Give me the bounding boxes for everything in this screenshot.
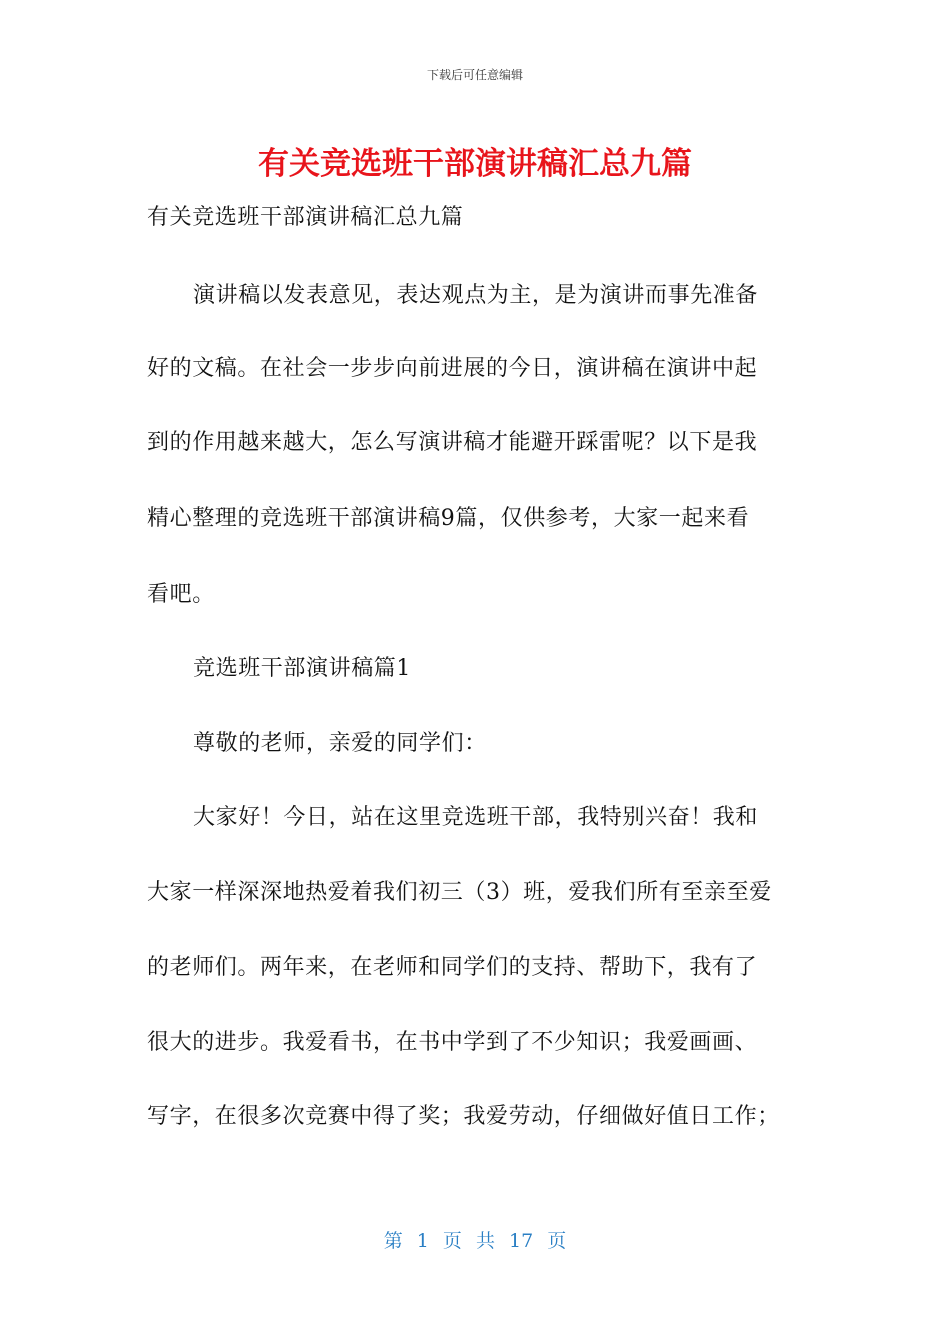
paragraph-line: 看吧。 — [147, 582, 215, 607]
paragraph-line: 精心整理的竞选班干部演讲稿9篇，仅供参考，大家一起来看 — [147, 506, 750, 531]
header-note: 下载后可任意编辑 — [426, 68, 523, 82]
section-heading: 竞选班干部演讲稿篇1 — [193, 656, 411, 681]
paragraph-line: 大家好！今日，站在这里竞选班干部，我特别兴奋！我和 — [193, 805, 759, 830]
paragraph-line: 好的文稿。在社会一步步向前进展的今日，演讲稿在演讲中起 — [147, 356, 758, 381]
paragraph-line: 演讲稿以发表意见，表达观点为主，是为演讲而事先准备 — [193, 283, 759, 308]
subtitle-line: 有关竞选班干部演讲稿汇总九篇 — [147, 205, 464, 230]
paragraph-line: 到的作用越来越大，怎么写演讲稿才能避开踩雷呢？以下是我 — [147, 430, 758, 455]
page-footer: 第 1 页 共 17 页 — [383, 1230, 567, 1252]
paragraph-line: 大家一样深深地热爱着我们初三（3）班，爱我们所有至亲至爱 — [147, 880, 772, 905]
paragraph-line: 写字，在很多次竞赛中得了奖；我爱劳动，仔细做好值日工作； — [147, 1104, 780, 1129]
paragraph-line: 的老师们。两年来，在老师和同学们的支持、帮助下，我有了 — [147, 955, 758, 980]
document-title: 有关竞选班干部演讲稿汇总九篇 — [258, 146, 692, 182]
paragraph-line: 很大的进步。我爱看书，在书中学到了不少知识；我爱画画、 — [147, 1030, 758, 1055]
salutation-line: 尊敬的老师，亲爱的同学们： — [193, 731, 487, 756]
